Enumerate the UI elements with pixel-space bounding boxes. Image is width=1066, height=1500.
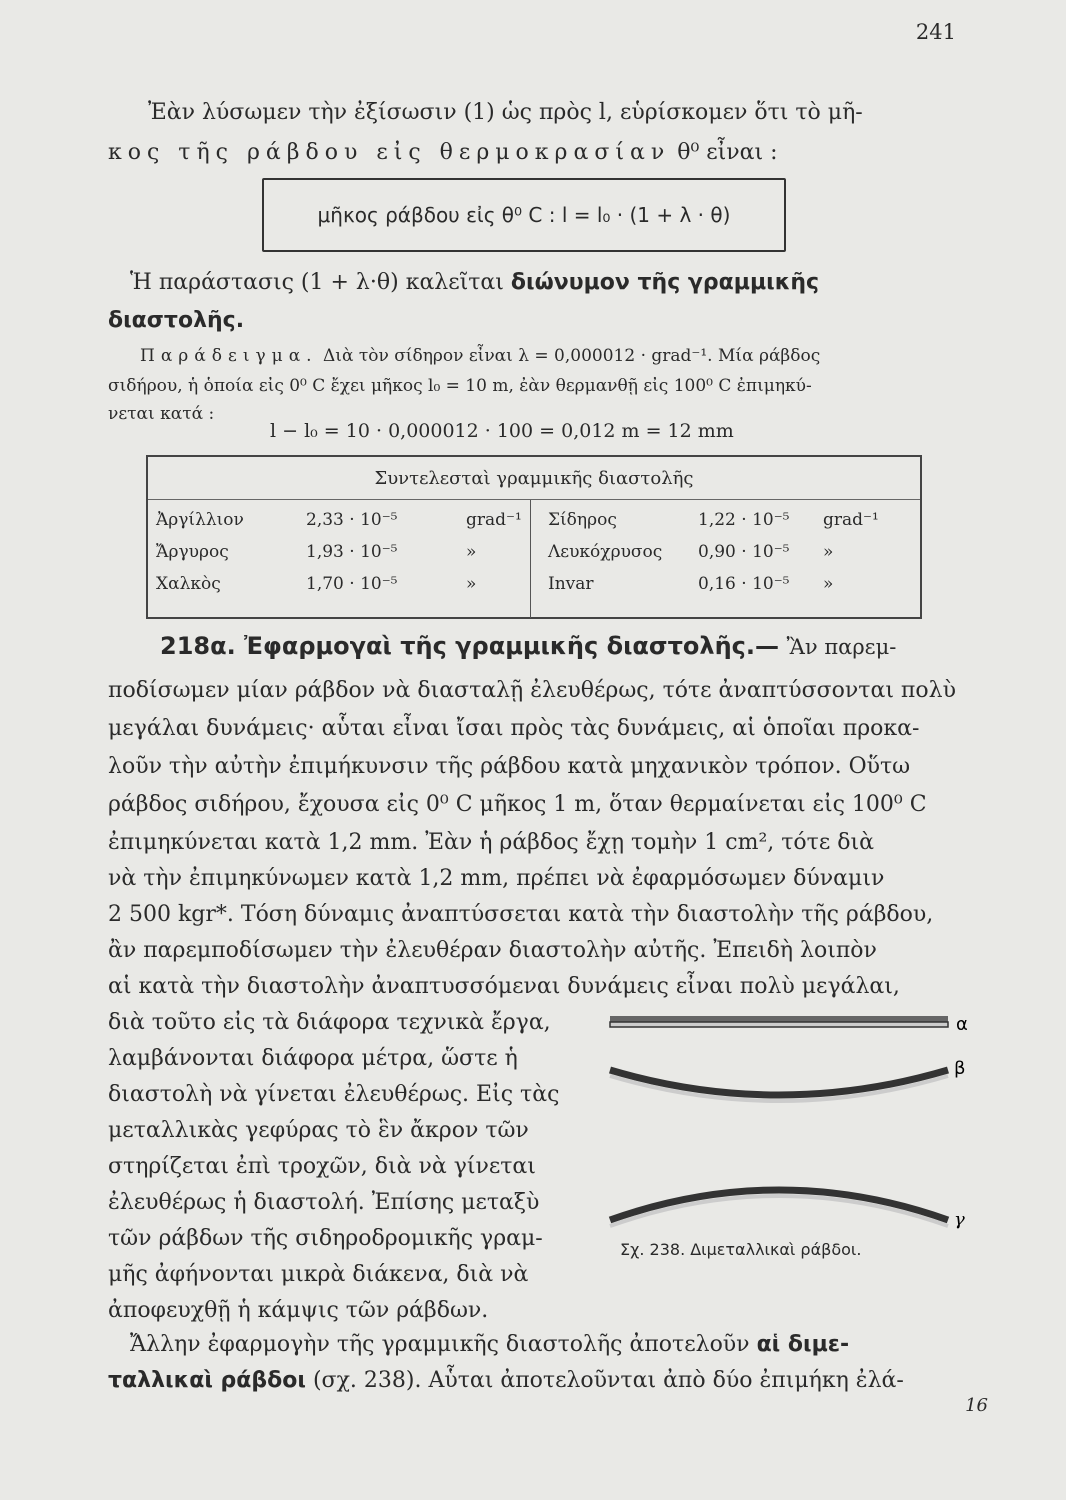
label-c: γ (954, 1209, 965, 1230)
example-text: Διὰ τὸν σίδηρον εἶναι λ = 0,000012 · grad⁻¹. Μία ράβδος (323, 346, 821, 366)
material-name: Ἄργυρος (156, 542, 229, 562)
strip-b-outer (610, 1070, 948, 1095)
narrow-line: τῶν ράβδων τῆς σιδηροδρομικῆς γραμ- (108, 1226, 543, 1251)
material-unit: » (823, 574, 834, 594)
material-name: Χαλκὸς (156, 574, 221, 594)
narrow-line: ἀποφευχθῇ ἡ κάμψις τῶν ράβδων. (108, 1298, 489, 1323)
narrow-line: μεταλλικὰς γεφύρας τὸ ἓν ἄκρον τῶν (108, 1118, 529, 1143)
example-equation: l − l₀ = 10 · 0,000012 · 100 = 0,012 m = 12 mm (270, 420, 734, 442)
intro-line-1: Ἐὰν λύσωμεν τὴν ἐξίσωσιν (1) ὡς πρὸς l, εὑρίσκομεν ὅτι τὸ μῆ- (148, 100, 863, 125)
table-row (548, 510, 883, 530)
table-row (156, 542, 526, 562)
label-a: α (956, 1014, 968, 1035)
body-line: ἂν παρεμποδίσωμεν τὴν ἐλευθέραν διαστολὴν αὐτῆς. Ἐπειδὴ λοιπὸν (108, 938, 877, 963)
body-line: αἱ κατὰ τὴν διαστολὴν ἀναπτυσσόμεναι δυνάμεις εἶναι πολὺ μεγάλαι, (108, 974, 900, 999)
body-line: λοῦν τὴν αὐτὴν ἐπιμήκυνσιν τῆς ράβδου κατὰ μηχανικὸν τρόπον. Οὕτω (108, 754, 911, 779)
narrow-line: διὰ τοῦτο εἰς τὰ διάφορα τεχνικὰ ἔργα, (108, 1010, 551, 1035)
expression-text: Ἡ παράστασις (1 + λ·θ) καλεῖται (130, 270, 504, 295)
closing-bold-2: ταλλικαὶ ράβδοι (108, 1368, 306, 1393)
table-body (148, 500, 920, 618)
example-line-2: σιδήρου, ἡ ὁποία εἰς 0⁰ C ἔχει μῆκος l₀ = 10 m, ἐὰν θερμανθῇ εἰς 100⁰ C ἐπιμηκύ- (108, 376, 812, 396)
signature-mark: 16 (965, 1395, 988, 1416)
table-row (548, 574, 883, 594)
closing-text-2: (σχ. 238). Αὗται ἀποτελοῦνται ἀπὸ δύο ἐπιμήκη ἐλά- (312, 1368, 904, 1393)
table-divider (530, 500, 531, 618)
narrow-line: ἐλευθέρως ἡ διαστολή. Ἐπίσης μεταξὺ (108, 1190, 540, 1215)
section-title (160, 632, 896, 660)
closing-text-1: Ἄλλην ἐφαρμογὴν τῆς γραμμικῆς διαστολῆς ἀποτελοῦν (130, 1332, 750, 1357)
narrow-line: διαστολὴ νὰ γίνεται ἐλευθέρως. Εἰς τὰς (108, 1082, 560, 1107)
expression-line-1 (130, 270, 819, 295)
narrow-line: λαμβάνονται διάφορα μέτρα, ὥστε ἡ (108, 1046, 518, 1071)
material-unit: » (823, 542, 834, 562)
intro-line-2-spaced: κος τῆς ράβδου εἰς θερμοκρασίαν (108, 140, 671, 165)
body-line: μεγάλαι δυνάμεις· αὗται εἶναι ἴσαι πρὸς τὰς δυνάμεις, αἱ ὁποῖαι προκα- (108, 716, 920, 741)
narrow-line: μῆς ἀφήνονται μικρὰ διάκενα, διὰ νὰ (108, 1262, 529, 1287)
closing-line-1 (130, 1332, 849, 1357)
bimetallic-figure (604, 1010, 984, 1270)
table-row (156, 510, 526, 530)
material-value: 2,33 · 10⁻⁵ (306, 510, 398, 530)
section-title-bold: 218α. Ἐφαρμογαὶ τῆς γραμμικῆς διαστολῆς.— (160, 632, 780, 660)
closing-line-2 (108, 1368, 904, 1393)
body-line: ἐπιμηκύνεται κατὰ 1,2 mm. Ἐὰν ἡ ράβδος ἔχῃ τομὴν 1 cm², τότε διὰ (108, 830, 874, 855)
coefficients-table (146, 455, 922, 619)
table-row (156, 574, 526, 594)
material-value: 1,70 · 10⁻⁵ (306, 574, 398, 594)
intro-line-2 (108, 140, 778, 165)
strip-a-bottom (610, 1022, 948, 1027)
material-unit: » (466, 542, 477, 562)
intro-line-2-end: θ⁰ εἶναι : (677, 140, 778, 165)
material-value: 1,93 · 10⁻⁵ (306, 542, 398, 562)
strip-c-inner (610, 1196, 948, 1226)
section-title-cont: Ἂν παρεμ- (786, 635, 897, 659)
body-line: νὰ τὴν ἐπιμηκύνωμεν κατὰ 1,2 mm, πρέπει νὰ ἐφαρμόσωμεν δύναμιν (108, 866, 885, 891)
material-value: 0,90 · 10⁻⁵ (698, 542, 790, 562)
body-line: 2 500 kgr*. Τόση δύναμις ἀναπτύσσεται κατὰ τὴν διαστολὴν τῆς ράβδου, (108, 902, 934, 927)
body-line: ράβδος σιδήρου, ἔχουσα εἰς 0⁰ C μῆκος 1 m, ὅταν θερμαίνεται εἰς 100⁰ C (108, 792, 927, 817)
material-name: Σίδηρος (548, 510, 617, 530)
material-value: 0,16 · 10⁻⁵ (698, 574, 790, 594)
material-name: Invar (548, 574, 594, 594)
example-line-3: νεται κατά : (108, 404, 215, 424)
strip-a-top (610, 1016, 948, 1022)
figure-caption: Σχ. 238. Διμεταλλικαὶ ράβδοι. (620, 1240, 862, 1259)
material-value: 1,22 · 10⁻⁵ (698, 510, 790, 530)
formula-box: μῆκος ράβδου εἰς θ⁰ C : l = l₀ · (1 + λ · θ) (262, 178, 786, 252)
material-unit: grad⁻¹ (466, 510, 522, 530)
table-row (548, 542, 883, 562)
material-name: Ἀργίλλιον (156, 510, 244, 530)
page-number: 241 (915, 20, 956, 44)
material-name: Λευκόχρυσος (548, 542, 663, 562)
example-line-1 (140, 346, 820, 366)
label-b: β (954, 1058, 966, 1079)
material-unit: » (466, 574, 477, 594)
expression-line-2: διαστολῆς. (108, 308, 245, 333)
material-unit: grad⁻¹ (823, 510, 879, 530)
example-label: Παράδειγμα. (140, 346, 318, 366)
expression-bold: διώνυμον τῆς γραμμικῆς (510, 270, 820, 295)
body-line: ποδίσωμεν μίαν ράβδον νὰ διασταλῇ ἐλευθέρως, τότε ἀναπτύσσονται πολὺ (108, 678, 956, 703)
closing-bold-1: αἱ διμε- (756, 1332, 850, 1357)
table-header: Συντελεσταὶ γραμμικῆς διαστολῆς (148, 457, 920, 500)
narrow-line: στηρίζεται ἐπὶ τροχῶν, διὰ νὰ γίνεται (108, 1154, 536, 1179)
